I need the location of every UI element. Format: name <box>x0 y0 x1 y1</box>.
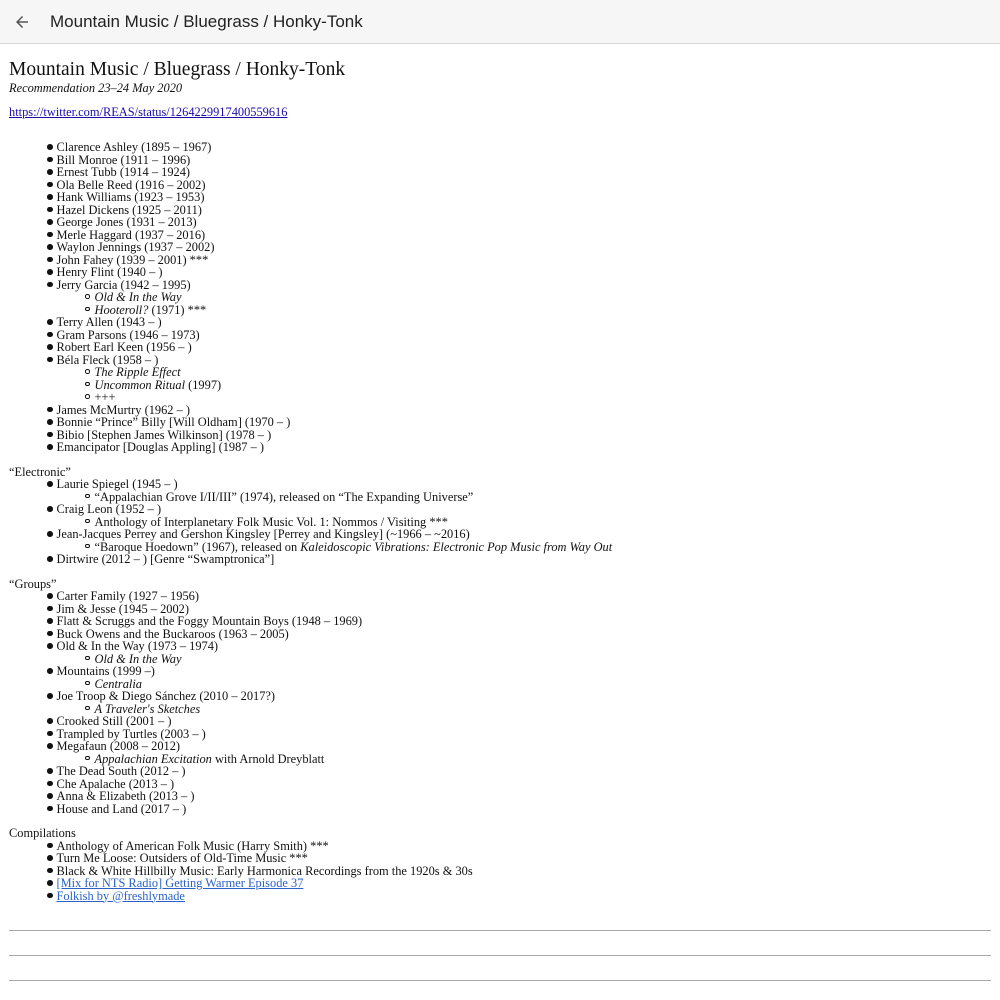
list-item-label: House and Land (2017 – ) <box>56 801 187 816</box>
album-title: Centralia <box>94 676 142 691</box>
list-item-label: Merle Haggard (1937 – 2016) <box>56 227 206 242</box>
sub-list-item <box>85 391 991 404</box>
sub-list <box>47 491 991 504</box>
list-item-label: Gram Parsons (1946 – 1973) <box>56 327 200 342</box>
list-item-label: Bibio [Stephen James Wilkinson] (1978 – ) <box>56 427 272 442</box>
list-item <box>47 890 991 903</box>
sub-list-item <box>85 653 991 666</box>
list-item-label: Laurie Spiegel (1945 – ) <box>56 477 178 491</box>
sub-item-text: (1997) <box>185 377 222 392</box>
divider <box>9 980 991 981</box>
list-item-label: Jean-Jacques Perrey and Gershon Kingsley [Perrey and Kingsley] (~1966 – ~2016) <box>56 527 470 541</box>
list-item-label: Old & In the Way (1973 – 1974) <box>56 639 219 653</box>
sub-item-text: Anthology of Interplanetary Folk Music Vol. 1: Nommos / Visiting *** <box>94 514 448 529</box>
list-item-label: The Dead South (2012 – ) <box>56 764 186 778</box>
electronic-list <box>9 478 991 566</box>
list-item-label: Clarence Ashley (1895 – 1967) <box>56 140 212 154</box>
list-item-label: Che Apalache (2013 – ) <box>56 776 175 791</box>
list-item <box>47 640 991 653</box>
list-item-label: Béla Fleck (1958 – ) <box>56 352 159 367</box>
compilations-list <box>9 840 991 903</box>
sub-list-item <box>85 379 991 392</box>
sub-list-item <box>85 491 991 504</box>
list-item <box>47 803 991 816</box>
list-item-label: Turn Me Loose: Outsiders of Old-Time Music *** <box>56 851 308 865</box>
sub-list <box>47 653 991 666</box>
list-item <box>47 665 991 678</box>
list-item-label: Emancipator [Douglas Appling] (1987 – ) <box>56 440 265 454</box>
sub-list <box>47 703 991 716</box>
list-item <box>47 877 991 890</box>
tweet-link[interactable]: https://twitter.com/REAS/status/1264229917400559616 <box>9 105 288 119</box>
sub-list-item <box>85 703 991 716</box>
list-item <box>47 441 991 454</box>
document-body <box>0 59 1000 981</box>
groups-heading: “Groups” <box>9 576 57 591</box>
arrow-left-icon <box>13 13 31 31</box>
groups-list <box>9 590 991 815</box>
list-item-label: Ernest Tubb (1914 – 1924) <box>56 165 191 179</box>
sub-list <box>47 366 991 404</box>
sub-item-text: (1971) *** <box>148 302 207 317</box>
sub-list <box>47 291 991 316</box>
back-button[interactable] <box>0 0 44 44</box>
album-title: The Ripple Effect <box>94 365 181 379</box>
list-item-label: John Fahey (1939 – 2001) *** <box>56 252 209 267</box>
list-item-label: Ola Belle Reed (1916 – 2002) <box>56 177 206 192</box>
compilation-link[interactable]: Folkish by @freshlymade <box>56 888 185 903</box>
list-item-label: Hank Williams (1923 – 1953) <box>56 190 205 204</box>
sub-list <box>47 753 991 766</box>
artists-list <box>9 141 991 454</box>
list-item <box>47 254 991 267</box>
sub-list-item <box>85 291 991 304</box>
list-item-label: Jerry Garcia (1942 – 1995) <box>56 277 191 292</box>
list-item-label: Crooked Still (2001 – ) <box>56 714 172 728</box>
sub-item-text: with Arnold Dreyblatt <box>211 751 325 766</box>
list-item-label: Robert Earl Keen (1956 – ) <box>56 340 192 354</box>
list-item <box>47 765 991 778</box>
sub-item-text: “Baroque Hoedown” (1967), released on <box>94 539 301 554</box>
album-title: Old & In the Way <box>94 651 182 666</box>
list-item-label: Bonnie “Prince” Billy [Will Oldham] (1970 – ) <box>56 415 291 429</box>
album-title: Kaleidoscopic Vibrations: Electronic Pop Music from Way Out <box>300 539 613 554</box>
electronic-heading: “Electronic” <box>9 464 71 479</box>
list-item-label: Henry Flint (1940 – ) <box>56 265 163 279</box>
list-item <box>47 354 991 367</box>
album-title: Uncommon Ritual <box>94 377 186 392</box>
list-item-label: Buck Owens and the Buckaroos (1963 – 2005) <box>56 626 289 641</box>
album-title: Hooteroll? <box>94 302 149 317</box>
sub-item-text: “Appalachian Grove I/II/III” (1974), released on “The Expanding Universe” <box>94 489 474 504</box>
list-item <box>47 728 991 741</box>
page-title: Mountain Music / Bluegrass / Honky-Tonk <box>9 59 346 80</box>
list-item-label: Trampled by Turtles (2003 – ) <box>56 726 206 741</box>
app-bar-title: Mountain Music / Bluegrass / Honky-Tonk <box>50 11 363 31</box>
album-title: Appalachian Excitation <box>94 751 212 766</box>
list-item-label: Anna & Elizabeth (2013 – ) <box>56 789 195 803</box>
list-item <box>47 279 991 292</box>
list-item-label: Anthology of American Folk Music (Harry Smith) *** <box>56 838 329 853</box>
list-item-label: Waylon Jennings (1937 – 2002) <box>56 240 215 254</box>
list-item-label: Megafaun (2008 – 2012) <box>56 739 181 753</box>
compilation-link[interactable]: [Mix for NTS Radio] Getting Warmer Episode 37 <box>56 876 304 890</box>
list-item-label: James McMurtry (1962 – ) <box>56 402 191 417</box>
sub-list-item <box>85 304 991 317</box>
list-item-label: Hazel Dickens (1925 – 2011) <box>56 202 202 217</box>
top-app-bar <box>0 0 1000 44</box>
sub-list-item <box>85 753 991 766</box>
list-item-label: Carter Family (1927 – 1956) <box>56 589 199 603</box>
album-title: A Traveler's Sketches <box>94 701 201 716</box>
list-item-label: Dirtwire (2012 – ) [Genre “Swamptronica”] <box>56 552 275 566</box>
list-item-label: Flatt & Scruggs and the Foggy Mountain Boys (1948 – 1969) <box>56 614 363 628</box>
list-item-label: Bill Monroe (1911 – 1996) <box>56 152 191 167</box>
list-item-label: Black & White Hillbilly Music: Early Harmonica Recordings from the 1920s & 30s <box>56 863 473 878</box>
list-item-label: Mountains (1999 –) <box>56 664 155 678</box>
album-title: Old & In the Way <box>94 290 182 304</box>
list-item-label: George Jones (1931 – 2013) <box>56 215 197 229</box>
list-item <box>47 790 991 803</box>
compilations-heading: Compilations <box>9 826 76 840</box>
list-item-label: Joe Troop & Diego Sánchez (2010 – 2017?) <box>56 689 276 703</box>
page-subtitle: Recommendation 23–24 May 2020 <box>9 81 183 95</box>
list-item-label: Craig Leon (1952 – ) <box>56 502 162 516</box>
list-item <box>47 553 991 566</box>
sub-item-text: +++ <box>94 390 116 404</box>
list-item-label: Jim & Jesse (1945 – 2002) <box>56 601 190 616</box>
list-item-label: Terry Allen (1943 – ) <box>56 315 162 329</box>
list-item <box>47 341 991 354</box>
